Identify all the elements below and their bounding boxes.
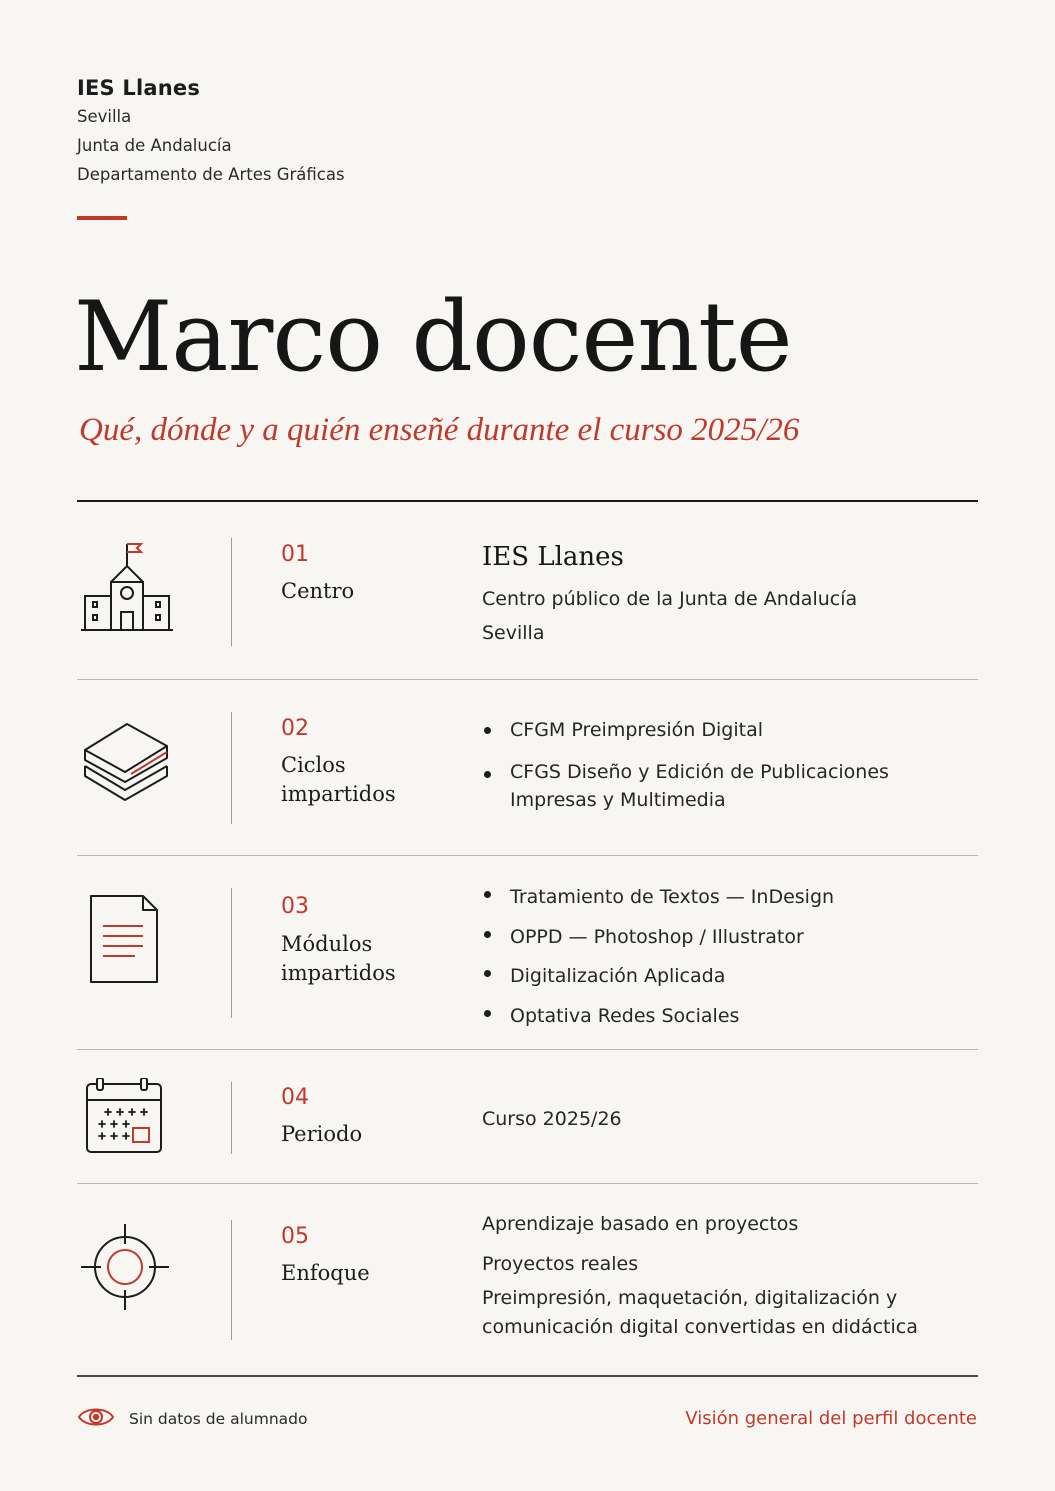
page-title: Marco docente bbox=[74, 281, 792, 393]
section-number: 05 bbox=[281, 1224, 309, 1249]
divider-line bbox=[231, 1082, 232, 1154]
content-line: Centro público de la Junta de Andalucía bbox=[482, 588, 858, 610]
content-line: Aprendizaje basado en proyectos bbox=[482, 1213, 799, 1235]
section-enfoque bbox=[77, 1184, 978, 1375]
section-number: 01 bbox=[281, 542, 309, 567]
footer-caption: Visión general del perfil docente bbox=[685, 1408, 977, 1429]
section-content bbox=[482, 878, 952, 1036]
section-content bbox=[482, 714, 902, 814]
page-subtitle: Qué, dónde y a quién enseñé durante el curso 2025/26 bbox=[79, 412, 800, 448]
accent-bar bbox=[77, 216, 127, 220]
list-item: Optativa Redes Sociales bbox=[482, 997, 952, 1037]
cycle-list bbox=[482, 714, 902, 814]
content-line: Sevilla bbox=[482, 622, 545, 644]
content-line: Curso 2025/26 bbox=[482, 1108, 622, 1130]
section-label: Ciclos impartidos bbox=[281, 753, 396, 806]
section-content bbox=[482, 1206, 922, 1342]
section-number: 04 bbox=[281, 1085, 309, 1110]
section-content bbox=[482, 1102, 622, 1136]
section-modulos bbox=[77, 856, 978, 1050]
section-label: Módulos impartidos bbox=[281, 932, 396, 985]
section-centro bbox=[77, 502, 978, 680]
section-label: Centro bbox=[281, 579, 355, 603]
list-item: CFGS Diseño y Edición de Publicaciones Impresas y Multimedia bbox=[482, 758, 902, 814]
section-number: 02 bbox=[281, 716, 309, 741]
module-list bbox=[482, 878, 952, 1036]
target-icon bbox=[77, 1222, 177, 1316]
institution-department: Departamento de Artes Gráficas bbox=[77, 165, 345, 184]
list-item: Tratamiento de Textos — InDesign bbox=[482, 878, 952, 918]
content-line: Preimpresión, maquetación, digitalización y comunicación digital convertidas en didáctica bbox=[482, 1287, 918, 1338]
section-ciclos bbox=[77, 680, 978, 856]
list-item: CFGM Preimpresión Digital bbox=[482, 714, 902, 746]
institution-name: IES Llanes bbox=[77, 76, 201, 100]
divider-line bbox=[231, 712, 232, 824]
privacy-text: Sin datos de alumnado bbox=[129, 1410, 308, 1428]
calendar-icon bbox=[77, 1078, 177, 1162]
section-label: Enfoque bbox=[281, 1261, 370, 1285]
list-item: OPPD — Photoshop / Illustrator bbox=[482, 918, 952, 958]
section-content bbox=[482, 540, 857, 650]
content-heading: IES Llanes bbox=[482, 542, 624, 572]
section-label: Periodo bbox=[281, 1122, 363, 1146]
divider-line bbox=[231, 1220, 232, 1340]
section-number: 03 bbox=[281, 894, 309, 919]
institution-authority: Junta de Andalucía bbox=[77, 136, 232, 155]
institution-city: Sevilla bbox=[77, 107, 132, 126]
bottom-rule bbox=[77, 1375, 978, 1377]
school-building-icon bbox=[77, 540, 177, 640]
layers-stack-icon bbox=[77, 718, 177, 812]
eye-icon bbox=[77, 1404, 115, 1434]
document-icon bbox=[77, 894, 177, 990]
divider-line bbox=[231, 888, 232, 1018]
content-line: Proyectos reales bbox=[482, 1253, 639, 1275]
privacy-note bbox=[77, 1404, 307, 1434]
list-item: Digitalización Aplicada bbox=[482, 957, 952, 997]
section-periodo bbox=[77, 1050, 978, 1184]
institution-block bbox=[77, 74, 345, 189]
divider-line bbox=[231, 538, 232, 646]
